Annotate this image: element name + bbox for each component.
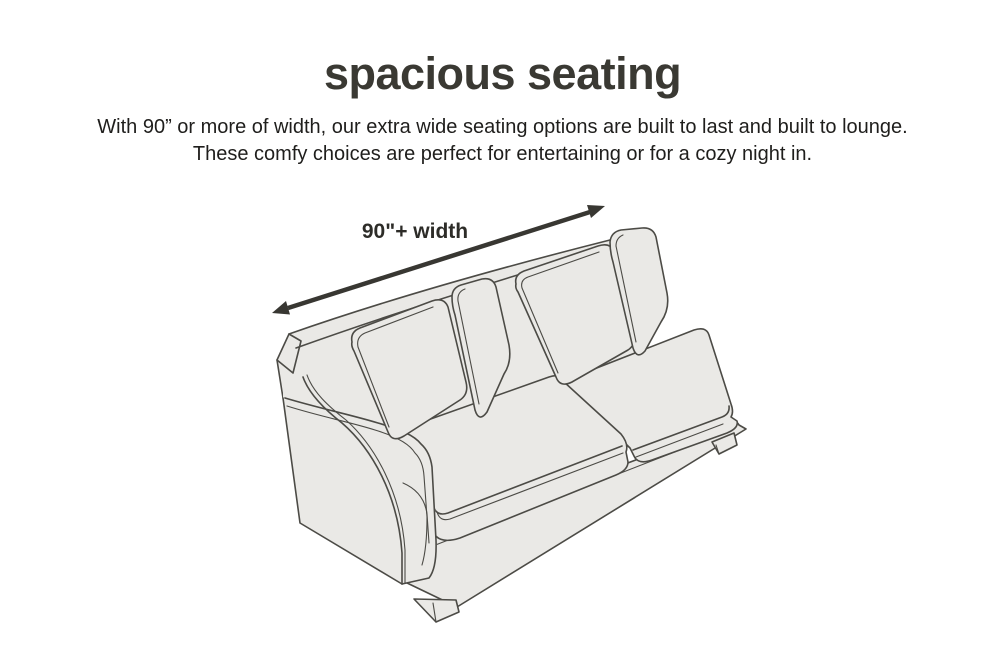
width-dimension-label: 90"+ width <box>361 220 469 243</box>
page-title: spacious seating <box>323 48 682 99</box>
description-line-1: With 90” or more of width, our extra wide seating options are built to last and built to lounge. <box>97 116 908 138</box>
sofa-foot-left <box>414 599 459 622</box>
description-line-2: These comfy choices are perfect for entertaining or for a cozy night in. <box>192 143 813 165</box>
